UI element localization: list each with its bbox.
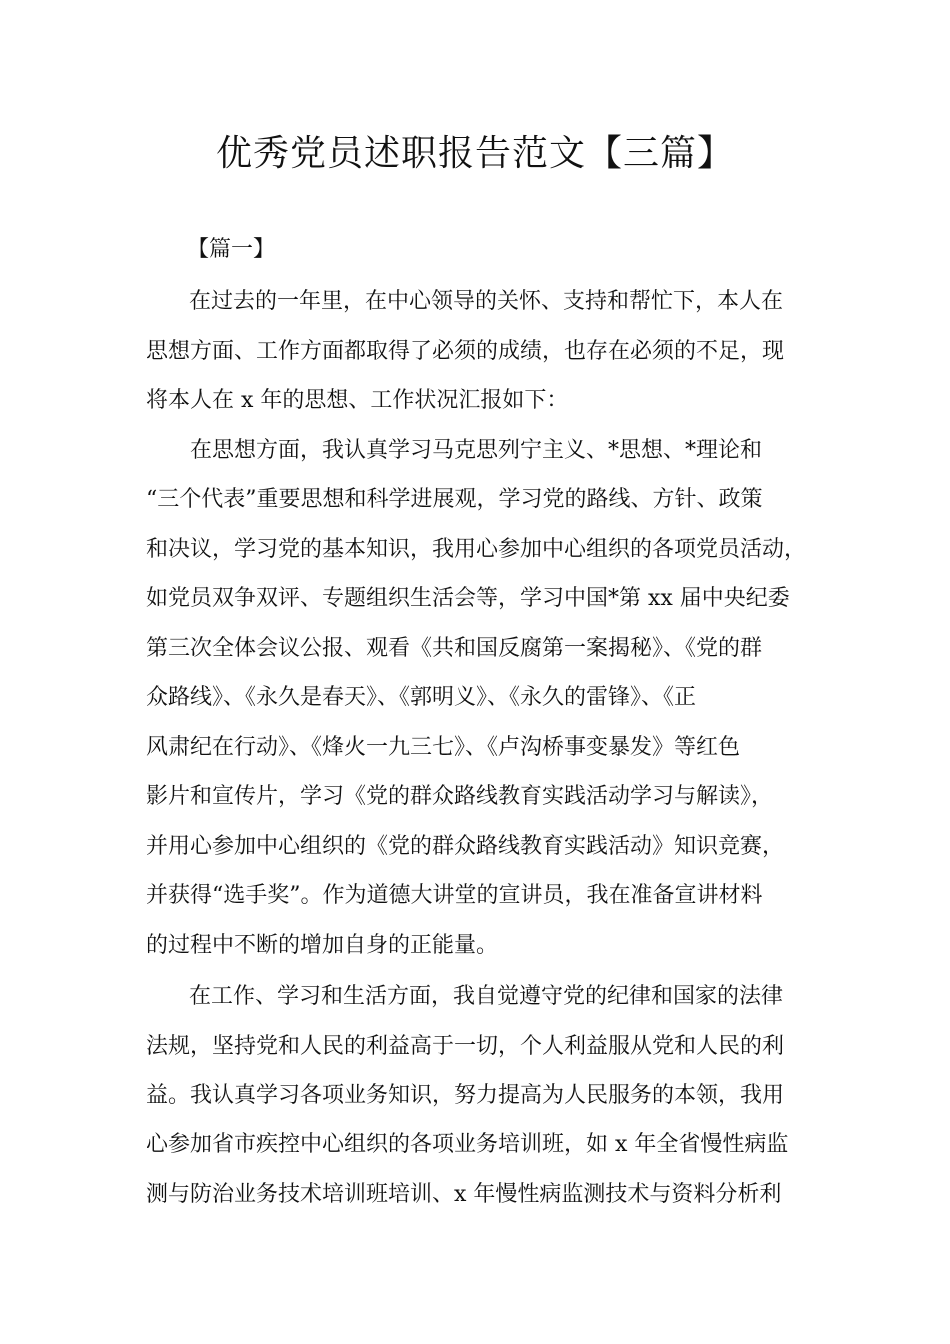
paragraph-1-line-1: 在过去的一年里，在中心领导的关怀、支持和帮忙下，本人在 — [189, 289, 784, 314]
paragraph-2-line-5: 第三次全体会议公报、观看《共和国反腐第一案揭秘》、《党的群 — [146, 636, 763, 661]
paragraph-2-line-4: 如党员双争双评、专题组织生活会等，学习中国*第 xx 届中央纪委 — [146, 586, 790, 611]
paragraph-2-line-2: “三个代表”重要思想和科学进展观，学习党的路线、方针、政策 — [146, 487, 763, 512]
paragraph-2-line-10: 并获得“选手奖”。作为道德大讲堂的宣讲员，我在准备宣讲材料 — [146, 883, 763, 908]
paragraph-1-line-2: 思想方面、工作方面都取得了必须的成绩，也存在必须的不足，现 — [146, 339, 785, 364]
paragraph-3-line-3: 益。我认真学习各项业务知识，努力提高为人民服务的本领，我用 — [146, 1083, 785, 1108]
paragraph-2-line-11: 的过程中不断的增加自身的正能量。 — [146, 933, 499, 958]
section-label: 【篇一】 — [187, 237, 276, 262]
paragraph-2-line-8: 影片和宣传片，学习《党的群众路线教育实践活动学习与解读》， — [146, 784, 774, 809]
paragraph-2-line-7: 风肃纪在行动》、《烽火一九三七》、《卢沟桥事变暴发》等红色 — [146, 735, 741, 760]
paragraph-3-line-5: 测与防治业务技术培训班培训、x 年慢性病监测技术与资料分析利 — [146, 1182, 782, 1207]
paragraph-2-line-6: 众路线》、《永久是春天》、《郭明义》、《永久的雷锋》、《正 — [146, 685, 697, 710]
paragraph-2-line-1: 在思想方面，我认真学习马克思列宁主义、*思想、*理论和 — [190, 438, 763, 463]
paragraph-3-line-2: 法规，坚持党和人民的利益高于一切，个人利益服从党和人民的利 — [146, 1034, 785, 1059]
paragraph-1-line-3: 将本人在 x 年的思想、工作状况汇报如下： — [146, 388, 569, 413]
paragraph-3-line-1: 在工作、学习和生活方面，我自觉遵守党的纪律和国家的法律 — [189, 984, 784, 1009]
paragraph-2-line-3: 和决议，学习党的基本知识，我用心参加中心组织的各项党员活动， — [146, 537, 807, 562]
paragraph-3-line-4: 心参加省市疾控中心组织的各项业务培训班，如 x 年全省慢性病监 — [146, 1132, 789, 1157]
document-title: 优秀党员述职报告范文【三篇】 — [215, 133, 734, 174]
paragraph-2-line-9: 并用心参加中心组织的《党的群众路线教育实践活动》知识竞赛， — [146, 834, 785, 859]
